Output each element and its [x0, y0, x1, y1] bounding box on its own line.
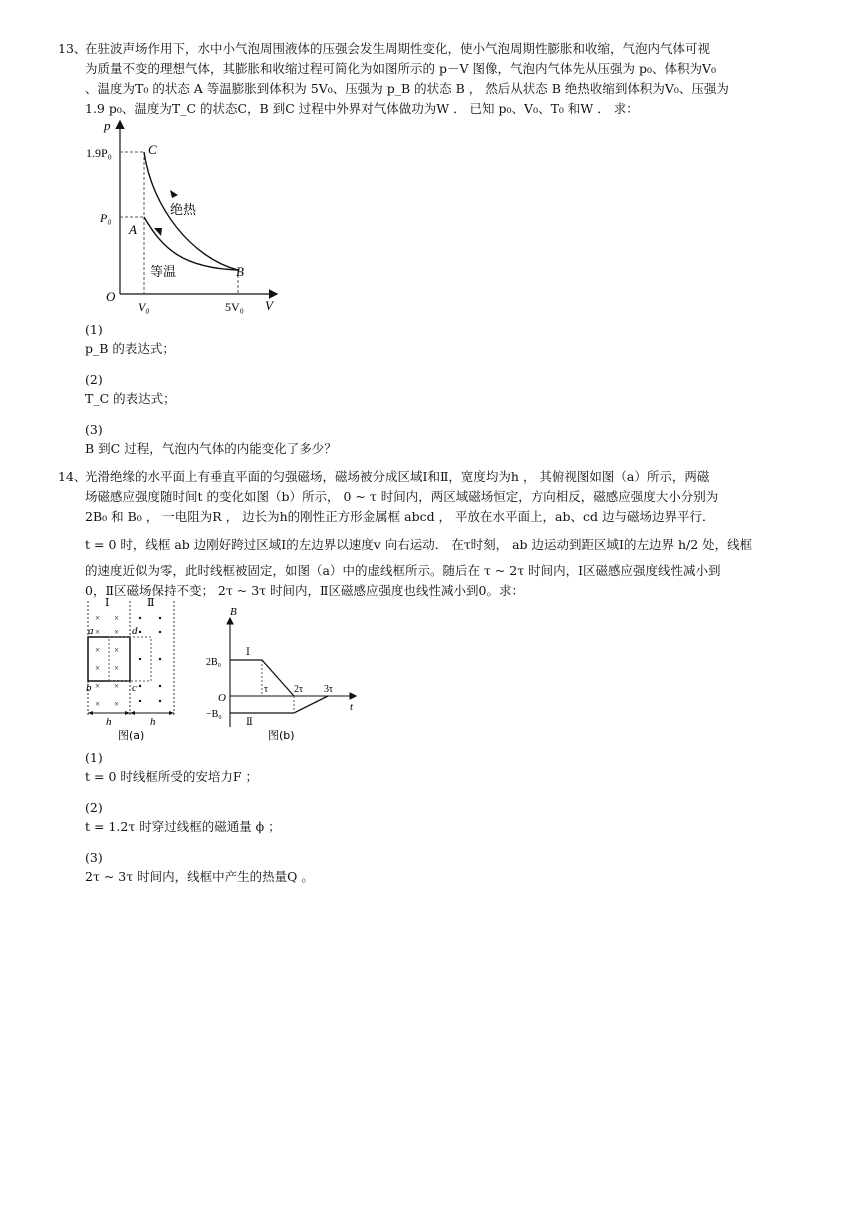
q14-sub2-text: t = 1.2τ 时穿过线框的磁通量 ϕ ； [85, 819, 281, 834]
fig-b-curve-2 [230, 696, 328, 713]
fig-a-width-1: h [106, 716, 112, 728]
fig-b-label-1: Ⅰ [246, 647, 250, 658]
svg-text:×: × [114, 627, 120, 637]
fig-a-region-1: Ⅰ [105, 597, 110, 609]
svg-text:×: × [114, 681, 120, 691]
figure-b [200, 597, 360, 747]
fig-a-label-a: a [88, 625, 94, 637]
fig-b-origin: O [218, 692, 226, 704]
svg-text:×: × [114, 699, 120, 709]
fig-a-caption: 图(a) [118, 729, 145, 742]
fig-a-region-2: Ⅱ [147, 597, 155, 609]
q14-line-3: 2B₀ 和 B₀ ， 一电阻为R ， 边长为h的刚性正方形金属框 abcd ， 平放在水平面上，ab、cd 边与磁场边界平行． [85, 509, 715, 524]
fig-a-width-2: h [150, 716, 156, 728]
q14-sub1-num: (1) [85, 750, 103, 765]
pv-point-a: A [129, 222, 137, 237]
q14-line-4: t = 0 时，线框 ab 边刚好跨过区域Ⅰ的左边界以速度v 向右运动． 在τ时刻， ab 边运动到距区域Ⅰ的左边界 h/2 处，线框 [85, 537, 753, 552]
q13-sub1-num: (1) [85, 322, 103, 337]
q14-sub3-num: (3) [85, 850, 103, 865]
svg-text:×: × [95, 627, 101, 637]
q14-number: 14、 [58, 469, 87, 484]
figure-a [78, 597, 188, 747]
pv-label-adiabatic: 绝热 [170, 203, 197, 218]
fig-a-label-b: b [86, 682, 92, 694]
q13-sub2-num: (2) [85, 372, 103, 387]
fig-a-label-c: c [132, 682, 137, 694]
pv-point-b: B [236, 264, 244, 279]
fig-a-label-d: d [132, 625, 138, 637]
pv-axis-v-label: V [265, 298, 273, 313]
q13-number: 13、 [58, 41, 87, 56]
q14-line-6: 0，Ⅱ区磁场保持不变； 2τ ~ 3τ 时间内，Ⅱ区磁感应强度也线性减小到0。求： [85, 583, 525, 598]
pv-tick-5v0: 5V₀ [225, 300, 244, 314]
pv-diagram [82, 118, 282, 318]
fig-b-tick-neg-b0: −B₀ [206, 709, 222, 720]
fig-b-caption: 图(b) [268, 729, 295, 742]
fig-b-axis-b: B [230, 606, 237, 618]
q14-sub3-text: 2τ ~ 3τ 时间内，线框中产生的热量Q 。 [85, 869, 314, 884]
pv-axis-p-label: p [104, 118, 111, 133]
q13-line-4: 1.9 p₀、温度为T_C 的状态C，B 到C 过程中外界对气体做功为W ． 已知 p₀、V₀、T₀ 和W ． 求： [85, 101, 639, 116]
q13-sub3-num: (3) [85, 422, 103, 437]
q13-sub3-text: B 到C 过程，气泡内气体的内能变化了多少？ [85, 441, 337, 456]
svg-text:×: × [95, 645, 101, 655]
svg-text:×: × [95, 613, 101, 623]
q14-sub2-num: (2) [85, 800, 103, 815]
q14-sub1-text: t = 0 时线框所受的安培力F ； [85, 769, 259, 784]
pv-tick-19p0: 1.9P₀ [86, 146, 112, 160]
fig-b-tick-tau: τ [264, 684, 269, 695]
fig-b-label-2: Ⅱ [246, 717, 253, 728]
q14-line-1: 光滑绝缘的水平面上有垂直平面的匀强磁场，磁场被分成区域Ⅰ和Ⅱ，宽度均为h ， 其俯视图如图（a）所示，两磁 [85, 469, 710, 484]
pv-label-isothermal: 等温 [150, 265, 177, 280]
svg-text:×: × [114, 663, 120, 673]
q13-line-1: 在驻波声场作用下，水中小气泡周围液体的压强会发生周期性变化，使小气泡周期性膨胀和收缩，气泡内气体可视 [85, 41, 711, 56]
fig-b-axis-t: t [350, 701, 354, 713]
q14-line-2: 场磁感应强度随时间t 的变化如图（b）所示， 0 ~ τ 时间内，两区域磁场恒定，方向相反，磁感应强度大小分别为 [85, 489, 719, 504]
svg-text:×: × [95, 699, 101, 709]
pv-tick-p0: P₀ [100, 211, 112, 225]
svg-text:×: × [114, 613, 120, 623]
svg-text:×: × [95, 663, 101, 673]
svg-text:×: × [95, 681, 101, 691]
pv-tick-v0: V₀ [138, 300, 150, 314]
q14-line-5: 的速度近似为零，此时线框被固定，如图（a）中的虚线框所示。随后在 τ ~ 2τ 时间内，Ⅰ区磁感应强度线性减小到 [85, 563, 721, 578]
q13-sub2-text: T_C 的表达式； [85, 391, 176, 406]
fig-b-tick-3tau: 3τ [324, 684, 334, 695]
q13-line-3: 、温度为T₀ 的状态 A 等温膨胀到体积为 5V₀、压强为 p_B 的状态 B ， 然后从状态 B 绝热收缩到体积为V₀、压强为 [85, 81, 729, 96]
pv-origin: O [106, 289, 116, 304]
svg-text:×: × [114, 645, 120, 655]
q13-line-2: 为质量不变的理想气体，其膨胀和收缩过程可简化为如图所示的 p－V 图像，气泡内气体先从压强为 p₀、体积为V₀ [85, 61, 717, 76]
fig-b-tick-2tau: 2τ [294, 684, 304, 695]
fig-b-tick-2b0: 2B₀ [206, 657, 222, 668]
q13-sub1-text: p_B 的表达式； [85, 341, 175, 356]
pv-point-c: C [148, 142, 157, 157]
